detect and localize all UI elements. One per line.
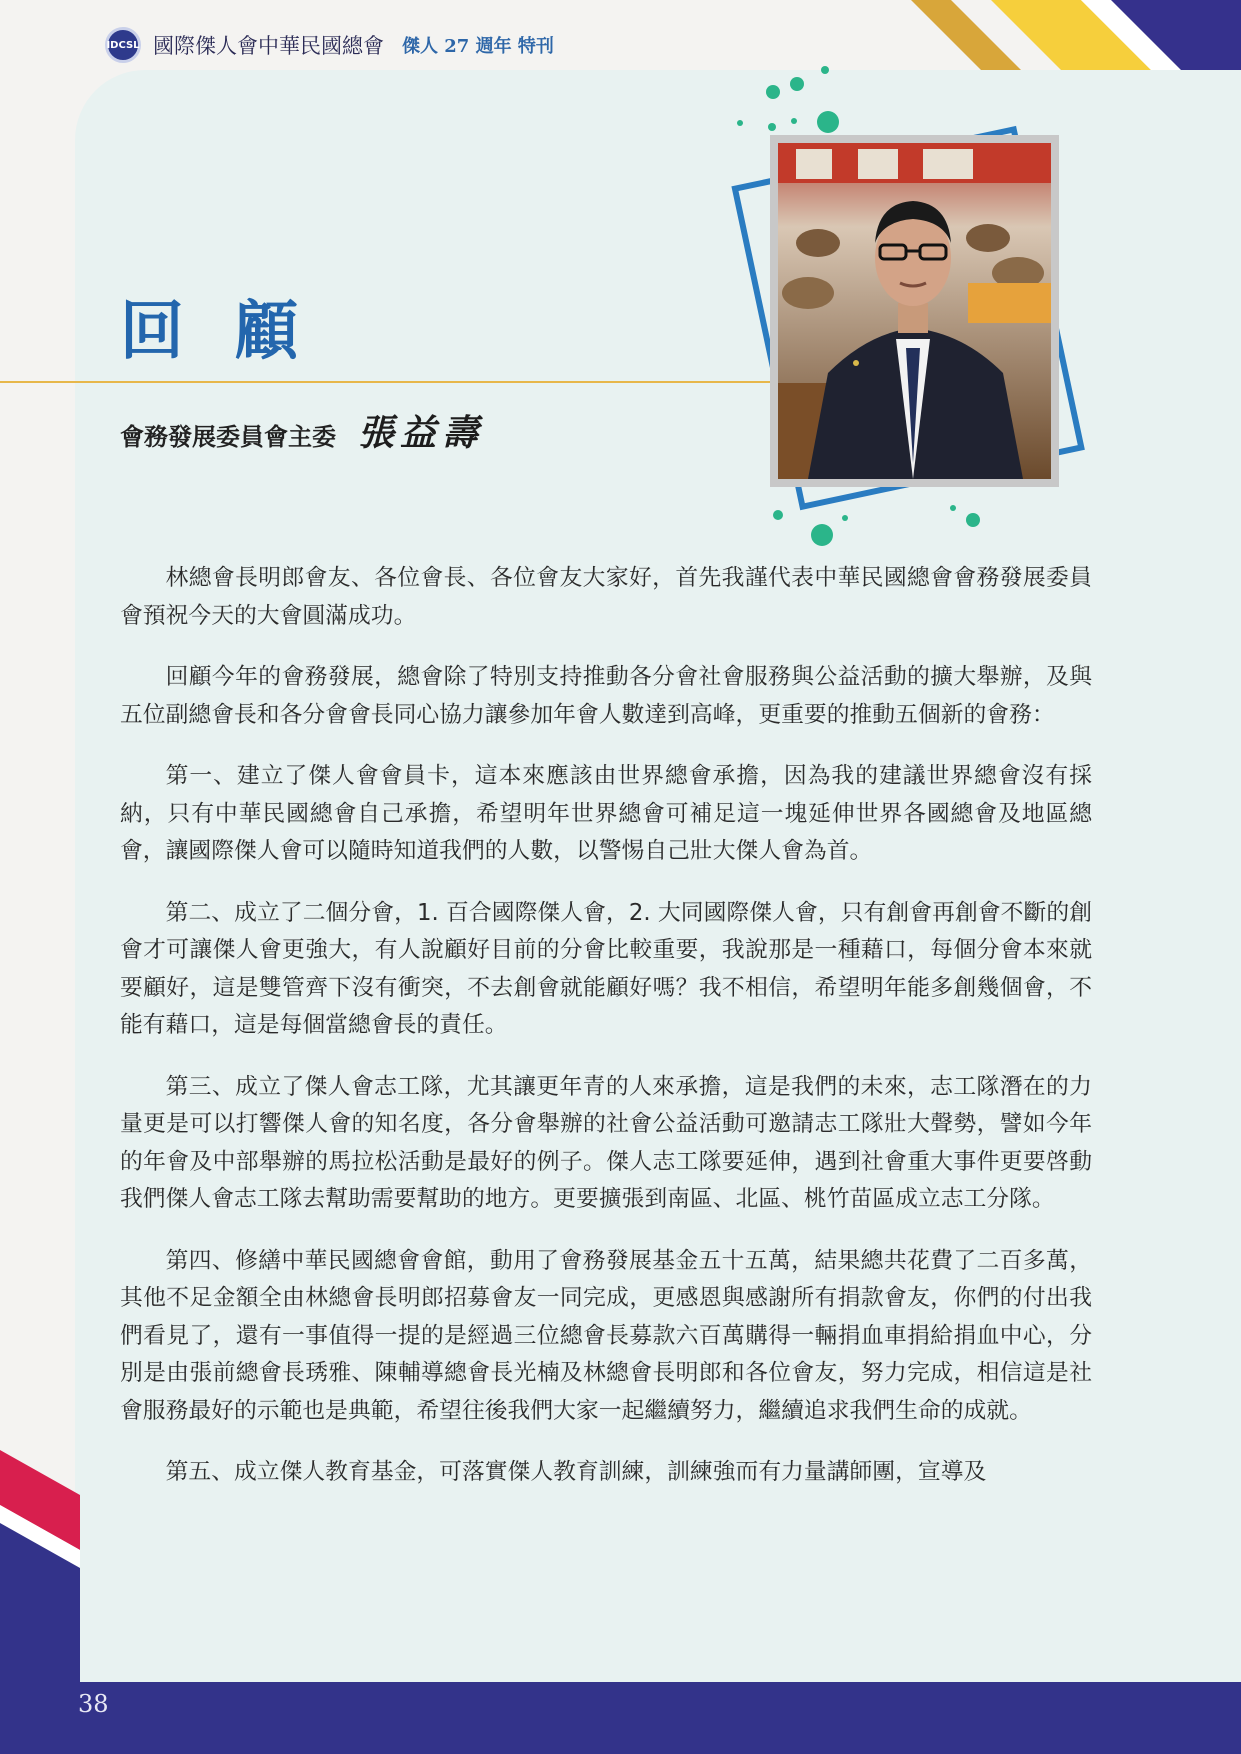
organization-logo-icon: IDCSL (105, 27, 141, 63)
paragraph: 林總會長明郎會友、各位會長、各位會友大家好，首先我謹代表中華民國總會會務發展委員會預祝今天的大會圓滿成功。 (120, 565, 1092, 629)
organization-name: 國際傑人會中華民國總會 (153, 34, 384, 58)
issue-title: 傑人 27 週年 特刊 (402, 36, 554, 57)
paragraph: 第二、成立了二個分會，1. 百合國際傑人會，2. 大同國際傑人會，只有創會再創會不斷的創會才可讓傑人會更強大，有人說顧好目前的分會比較重要，我說那是一種藉口，每個分會本來就要顧好，這是雙管齊下沒有衝突，不去創會就能顧好嗎？我不相信，希望明年能多創幾個會，不能有藉口，這是每個當總會長的責任。 (120, 899, 1092, 1038)
page-footer (0, 1682, 1241, 1754)
paragraph: 第五、成立傑人教育基金，可落實傑人教育訓練，訓練強而有力量講師團，宣導及 (165, 1459, 987, 1485)
author-photo-group (720, 60, 1100, 560)
author-role: 會務發展委員會主委 (120, 422, 336, 451)
paragraph: 回顧今年的會務發展，總會除了特別支持推動各分會社會服務與公益活動的擴大舉辦，及與五位副總會長和各分會會長同心協力讓參加年會人數達到高峰，更重要的推動五個新的會務： (120, 664, 1092, 728)
title-divider (0, 381, 780, 383)
page-number: 38 (78, 1690, 109, 1718)
paragraph: 第四、修繕中華民國總會會館，動用了會務發展基金五十五萬，結果總共花費了二百多萬，其他不足金額全由林總會長明郎招募會友一同完成，更感恩與感謝所有捐款會友，你們的付出我們看見了，還有一事值得一提的是經過三位總會長募款六百萬購得一輛捐血車捐給捐血中心，分別是由張前總會長琇雅、陳輔導總會長光楠及林總會長明郎和各位會友，努力完成，相信這是社會服務最好的示範也是典範，希望往後我們大家一起繼續努力，繼續追求我們生命的成就。 (120, 1247, 1092, 1424)
author-photo (778, 143, 1051, 479)
byline (120, 405, 484, 456)
paragraph: 第一、建立了傑人會會員卡，這本來應該由世界總會承擔，因為我的建議世界總會沒有採納，只有中華民國總會自己承擔，希望明年世界總會可補足這一塊延伸世界各國總會及地區總會，讓國際傑人會可以隨時知道我們的人數，以警惕自己壯大傑人會為首。 (120, 763, 1092, 864)
paragraph: 第三、成立了傑人會志工隊，尤其讓更年青的人來承擔，這是我們的未來，志工隊潛在的力量更是可以打響傑人會的知名度，各分會舉辦的社會公益活動可邀請志工隊壯大聲勢，譬如今年的年會及中部舉辦的馬拉松活動是最好的例子。傑人志工隊要延伸，遇到社會重大事件更要啓動我們傑人會志工隊去幫助需要幫助的地方。更要擴張到南區、北區、桃竹苗區成立志工分隊。 (120, 1073, 1092, 1212)
page-header (105, 24, 554, 66)
article-body (120, 560, 1092, 1516)
article-title: 回 顧 (120, 294, 313, 369)
author-name: 張益壽 (358, 412, 485, 454)
corner-stripes-decoration-bottom (0, 1450, 80, 1690)
